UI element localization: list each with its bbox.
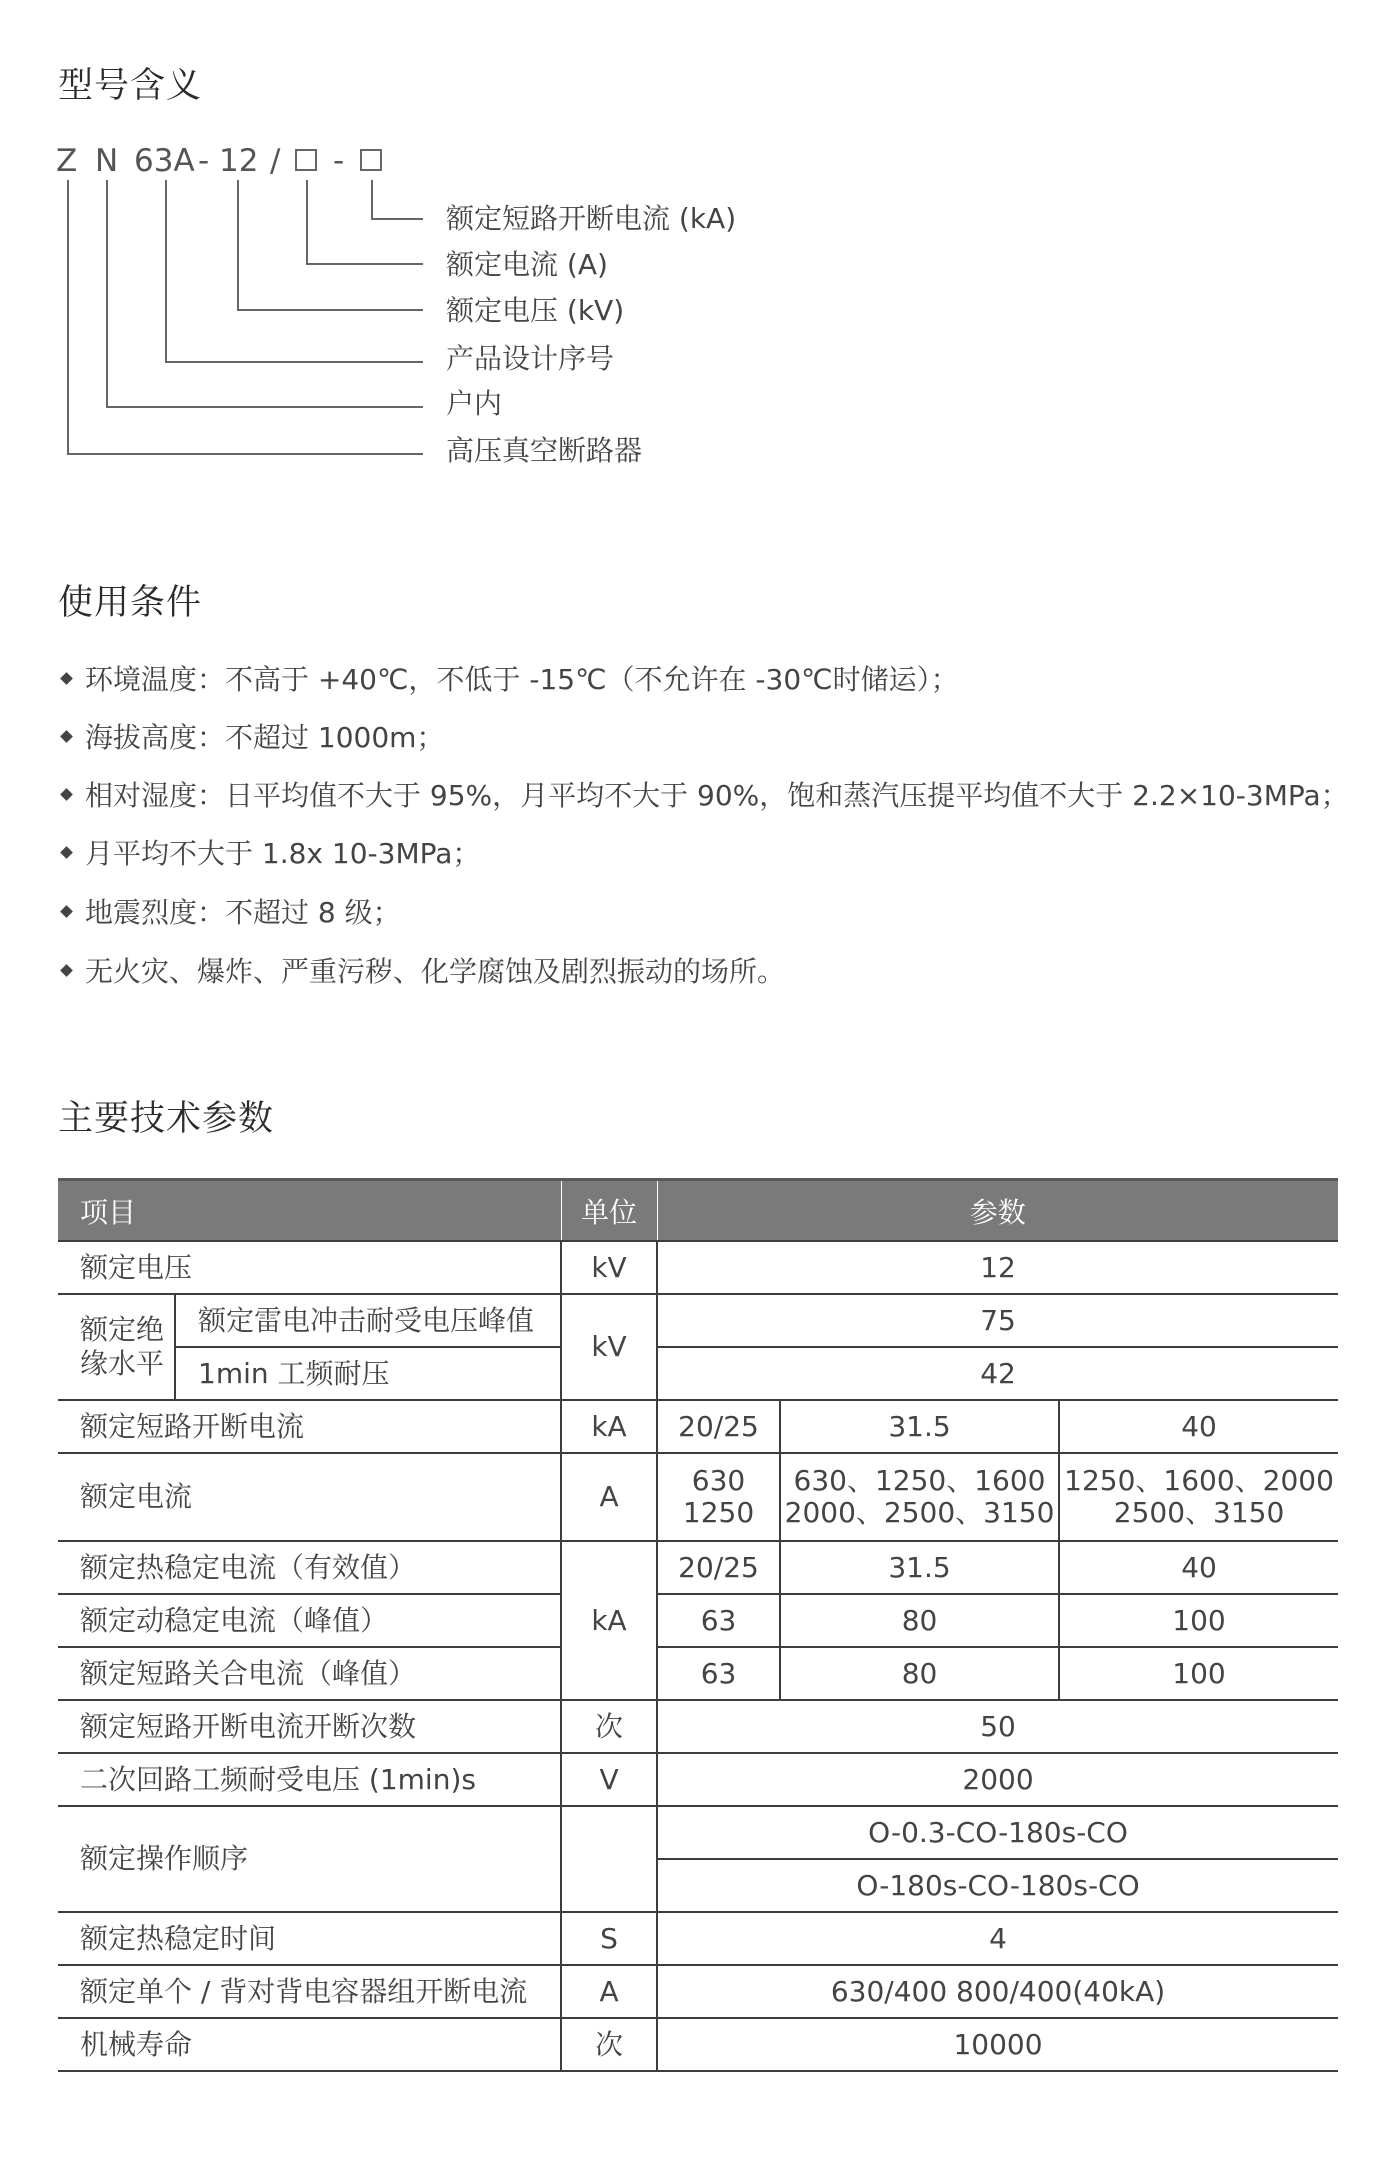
row-label: 额定动稳定电流（峰值） — [58, 1594, 561, 1647]
code-box-breaking — [360, 149, 382, 171]
row-value — [1059, 1453, 1338, 1541]
row-unit — [561, 1806, 657, 1912]
diagram-line — [106, 180, 108, 407]
condition-item — [58, 832, 480, 876]
row-value: 42 — [657, 1347, 1338, 1400]
condition-text: 相对湿度：日平均值不大于 95%，月平均不大于 90%，饱和蒸汽压提平均值不大于 2.2×10-3MPa； — [85, 779, 1349, 812]
row-label: 额定雷电冲击耐受电压峰值 — [175, 1294, 561, 1347]
row-unit: kV — [561, 1294, 657, 1400]
diagram-line — [165, 180, 167, 362]
row-value: 630/400 800/400(40kA) — [657, 1965, 1338, 2018]
condition-text: 无火灾、爆炸、严重污秽、化学腐蚀及剧烈振动的场所。 — [85, 955, 786, 988]
diamond-bullet-icon — [60, 846, 73, 859]
row-value: 63 — [657, 1594, 780, 1647]
condition-item — [58, 891, 401, 935]
row-unit: A — [561, 1965, 657, 2018]
value-line: 630、1250、1600 — [793, 1464, 1046, 1497]
row-label: 额定电流 — [58, 1453, 561, 1541]
row-value: 100 — [1059, 1594, 1338, 1647]
condition-item — [58, 716, 444, 760]
insulation-group-label: 额定绝缘水平 — [58, 1294, 175, 1400]
diamond-bullet-icon — [60, 905, 73, 918]
specs-title: 主要技术参数 — [58, 1099, 275, 1139]
row-unit: kV — [561, 1241, 657, 1294]
diagram-line — [237, 180, 239, 310]
diamond-bullet-icon — [60, 730, 73, 743]
row-value: 20/25 — [657, 1541, 780, 1594]
value-line: 630 — [691, 1464, 746, 1497]
row-unit: S — [561, 1912, 657, 1965]
table-row — [58, 1647, 1338, 1700]
table-row — [58, 1594, 1338, 1647]
row-label: 额定短路关合电流（峰值） — [58, 1647, 561, 1700]
row-value: O-0.3-CO-180s-CO — [657, 1806, 1338, 1859]
diagram-line — [371, 218, 423, 220]
diagram-line — [371, 180, 373, 220]
code-char-z: Z — [56, 143, 78, 179]
row-value: O-180s-CO-180s-CO — [657, 1859, 1338, 1912]
table-row — [58, 1453, 1338, 1541]
row-unit: A — [561, 1453, 657, 1541]
table-row — [58, 1241, 1338, 1294]
row-label: 额定短路开断电流开断次数 — [58, 1700, 561, 1753]
row-value: 80 — [780, 1594, 1059, 1647]
value-line: 2500、3150 — [1113, 1496, 1285, 1529]
condition-item — [58, 950, 785, 994]
condition-text: 海拔高度：不超过 1000m； — [85, 721, 445, 754]
condition-item — [58, 658, 959, 702]
header-item: 项目 — [58, 1180, 561, 1242]
row-unit: kA — [561, 1400, 657, 1453]
spec-table — [58, 1178, 1338, 2072]
row-value: 80 — [780, 1647, 1059, 1700]
row-value: 12 — [657, 1241, 1338, 1294]
row-value — [657, 1453, 780, 1541]
row-value: 10000 — [657, 2018, 1338, 2071]
row-value: 63 — [657, 1647, 780, 1700]
table-row — [58, 1912, 1338, 1965]
value-line: 1250 — [682, 1496, 755, 1529]
row-unit: kA — [561, 1541, 657, 1700]
table-row — [58, 1347, 1338, 1400]
table-row — [58, 1294, 1338, 1347]
code-label-rated-voltage: 额定电压 (kV) — [446, 294, 625, 327]
row-value: 20/25 — [657, 1400, 780, 1453]
code-char-12: 12 — [219, 143, 259, 179]
value-line: 2000、2500、3150 — [784, 1496, 1055, 1529]
header-params: 参数 — [657, 1180, 1338, 1242]
row-unit: 次 — [561, 2018, 657, 2071]
row-value: 100 — [1059, 1647, 1338, 1700]
row-value: 40 — [1059, 1400, 1338, 1453]
row-label: 额定操作顺序 — [58, 1806, 561, 1912]
table-row — [58, 1753, 1338, 1806]
condition-text: 地震烈度：不超过 8 级； — [85, 896, 401, 929]
code-char-slash: / — [270, 143, 281, 179]
diagram-line — [67, 453, 423, 455]
row-value: 31.5 — [780, 1400, 1059, 1453]
row-value: 31.5 — [780, 1541, 1059, 1594]
row-value: 50 — [657, 1700, 1338, 1753]
row-unit: V — [561, 1753, 657, 1806]
table-row — [58, 1400, 1338, 1453]
code-label-design-number: 产品设计序号 — [446, 342, 615, 375]
table-row — [58, 1806, 1338, 1859]
row-value: 2000 — [657, 1753, 1338, 1806]
diagram-line — [106, 406, 423, 408]
header-unit: 单位 — [561, 1180, 657, 1242]
code-label-vacuum-breaker: 高压真空断路器 — [446, 434, 643, 467]
diagram-line — [306, 180, 308, 264]
diagram-line — [165, 361, 423, 363]
diamond-bullet-icon — [60, 964, 73, 977]
row-unit: 次 — [561, 1700, 657, 1753]
table-row — [58, 1965, 1338, 2018]
row-label: 额定电压 — [58, 1241, 561, 1294]
code-char-63a: 63A — [134, 143, 195, 179]
diagram-line — [306, 263, 423, 265]
code-char-dash-2: - — [333, 143, 345, 179]
code-char-n: N — [95, 143, 119, 179]
condition-item — [58, 774, 1349, 818]
conditions-title: 使用条件 — [58, 583, 203, 623]
diagram-line — [237, 309, 423, 311]
diagram-line — [67, 180, 69, 454]
table-row — [58, 1541, 1338, 1594]
code-box-current — [295, 149, 317, 171]
table-header-row — [58, 1180, 1338, 1242]
condition-text: 环境温度：不高于 +40℃，不低于 -15℃（不允许在 -30℃时储运）； — [85, 663, 959, 696]
row-label: 机械寿命 — [58, 2018, 561, 2071]
code-label-indoor: 户内 — [446, 387, 503, 420]
row-label: 额定热稳定电流（有效值） — [58, 1541, 561, 1594]
row-label: 二次回路工频耐受电压 (1min)s — [58, 1753, 561, 1806]
table-row — [58, 1700, 1338, 1753]
model-meaning-title: 型号含义 — [58, 66, 203, 106]
condition-text: 月平均不大于 1.8x 10-3MPa； — [85, 837, 481, 870]
code-label-breaking-current: 额定短路开断电流 (kA) — [446, 202, 737, 235]
row-label: 1min 工频耐压 — [175, 1347, 561, 1400]
row-value: 4 — [657, 1912, 1338, 1965]
code-char-dash-1: - — [198, 143, 210, 179]
diamond-bullet-icon — [60, 788, 73, 801]
row-value: 40 — [1059, 1541, 1338, 1594]
code-label-rated-current: 额定电流 (A) — [446, 248, 608, 281]
row-value — [780, 1453, 1059, 1541]
value-line: 1250、1600、2000 — [1064, 1464, 1334, 1497]
table-row — [58, 2018, 1338, 2071]
diamond-bullet-icon — [60, 672, 73, 685]
row-label: 额定单个 / 背对背电容器组开断电流 — [58, 1965, 561, 2018]
row-value: 75 — [657, 1294, 1338, 1347]
row-label: 额定热稳定时间 — [58, 1912, 561, 1965]
row-label: 额定短路开断电流 — [58, 1400, 561, 1453]
